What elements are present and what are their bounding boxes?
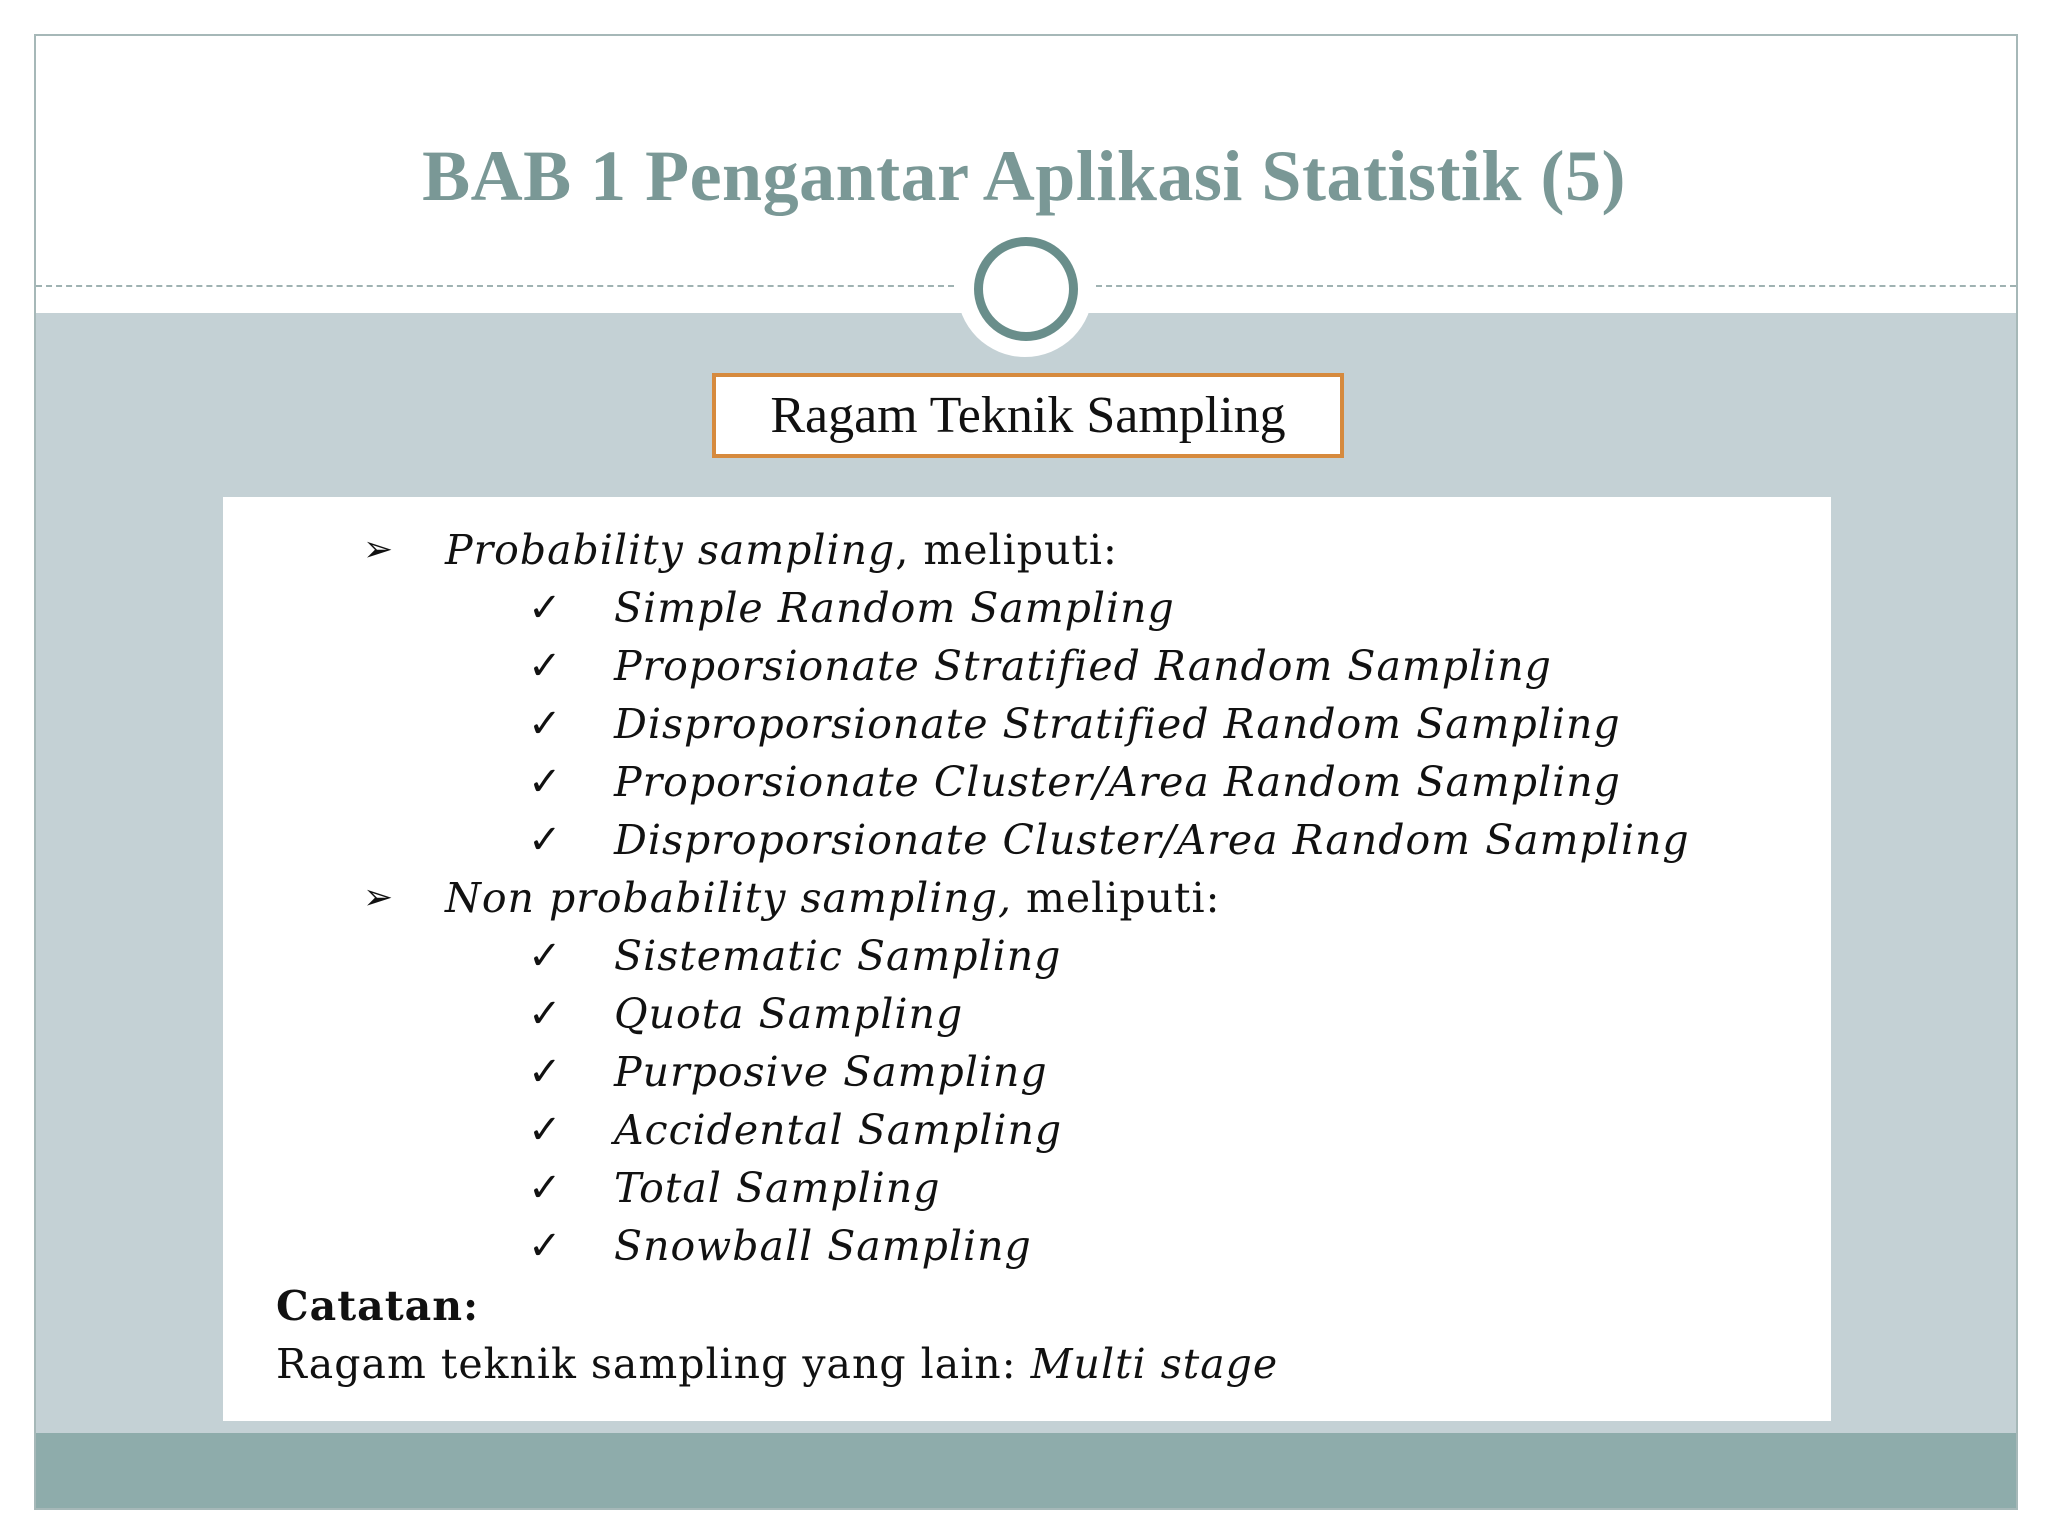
checkmark-icon: ✓ [528,1049,563,1095]
list-item-label: Purposive Sampling [614,1048,1048,1096]
nonprobability-suffix: meliputi: [1012,874,1221,922]
list-item-label: Proporsionate Stratified Random Sampling [614,642,1552,690]
checkmark-icon: ✓ [528,933,563,979]
checkmark-icon: ✓ [528,701,563,747]
list-item-label: Disproporsionate Cluster/Area Random Sampling [614,816,1690,864]
checkmark-icon: ✓ [528,643,563,689]
note-emphasis: Multi stage [1030,1340,1279,1388]
list-item-label: Total Sampling [614,1164,941,1212]
checkmark-icon: ✓ [528,759,563,805]
slide-title: BAB 1 Pengantar Aplikasi Statistik (5) [422,136,1626,216]
checkmark-icon: ✓ [528,1165,563,1211]
note-text: Ragam teknik sampling yang lain: [276,1340,1031,1388]
circle-ring-icon [974,237,1078,341]
content-panel [223,497,1831,1421]
note-label: Catatan: [276,1282,480,1330]
checkmark-icon: ✓ [528,1223,563,1269]
list-item-label: Accidental Sampling [614,1106,1063,1154]
checkmark-icon: ✓ [528,585,563,631]
note-text-line [276,1335,1278,1393]
list-item-label: Disproporsionate Stratified Random Sampling [614,700,1621,748]
probability-suffix: , meliputi: [895,526,1118,574]
title-divider-left [36,285,954,287]
checkmark-icon: ✓ [528,991,563,1037]
list-item-label: Quota Sampling [614,990,964,1038]
subtitle-box [712,373,1344,458]
arrowhead-bullet-icon: ➢ [363,529,395,570]
checkmark-icon: ✓ [528,1107,563,1153]
list-item-label: Snowball Sampling [614,1222,1032,1270]
list-item-label: Proporsionate Cluster/Area Random Sampling [614,758,1621,806]
list-item-label: Sistematic Sampling [614,932,1062,980]
subtitle-text: Ragam Teknik Sampling [770,387,1286,444]
footer-band [36,1433,2016,1508]
probability-label: Probability sampling [445,526,896,574]
list-item-label: Simple Random Sampling [614,584,1175,632]
checkmark-icon: ✓ [528,817,563,863]
title-divider-right [1096,285,2016,287]
nonprobability-label: Non probability sampling, [445,874,1012,922]
arrowhead-bullet-icon: ➢ [363,877,395,918]
